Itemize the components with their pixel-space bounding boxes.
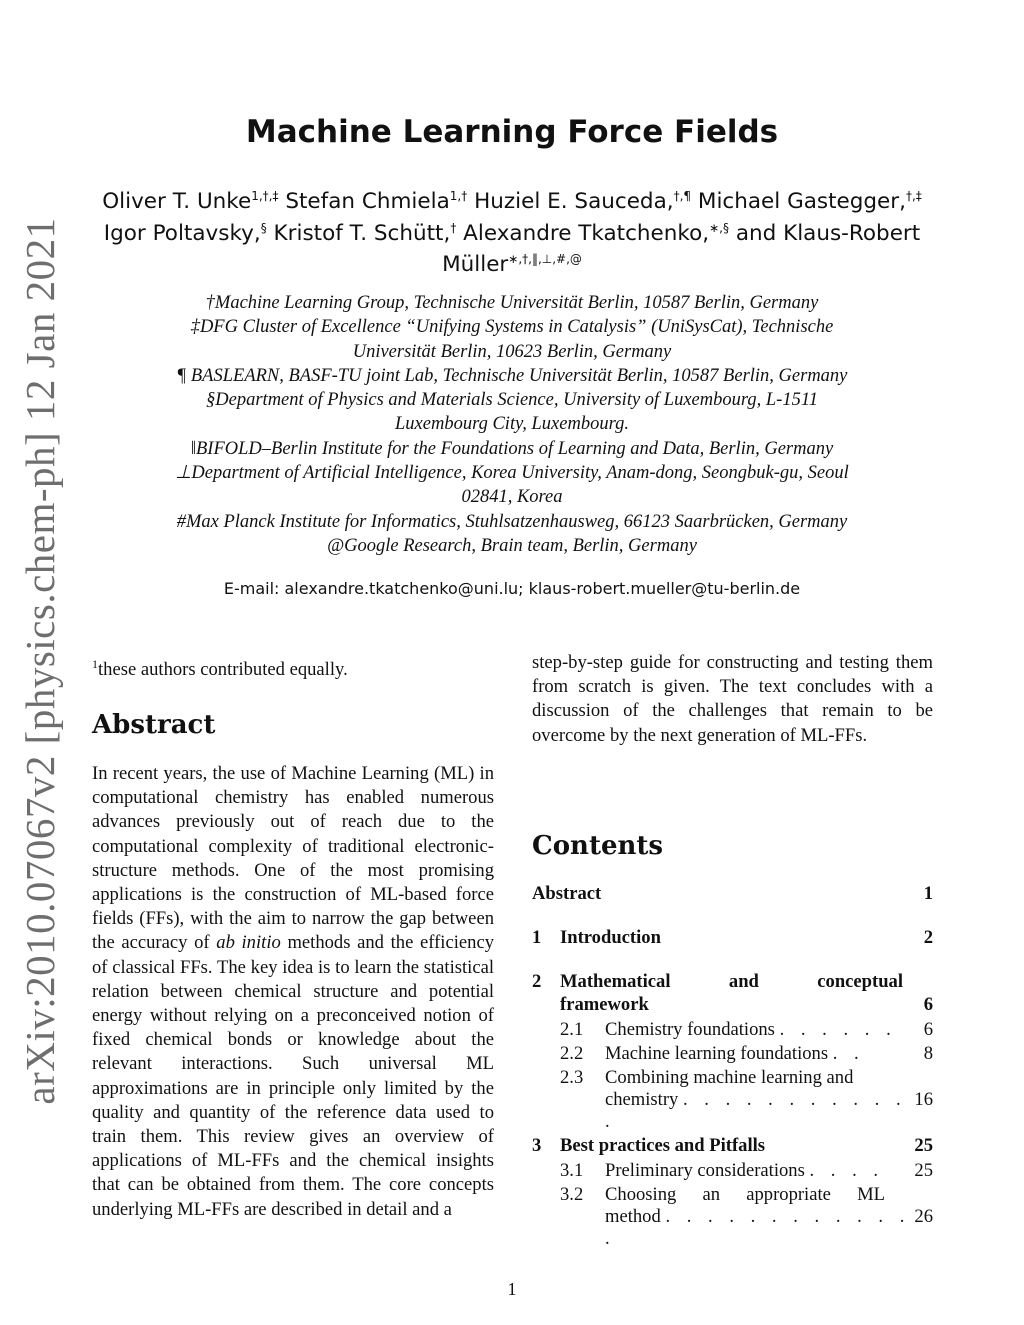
author-affil-marks: †,¶ [673, 189, 692, 203]
toc-number: 3.1 [560, 1160, 584, 1181]
toc-page: 6 [923, 1019, 933, 1040]
toc-page: 25 [914, 1160, 933, 1181]
footnote-text: these authors contributed equally. [98, 659, 348, 681]
affiliation-line: †Machine Learning Group, Technische Universität Berlin, 10587 Berlin, Germany [205, 293, 819, 313]
toc-title: Machine learning foundations [605, 1043, 829, 1064]
author-name: and Klaus-Robert [735, 221, 921, 247]
toc-title: Best practices and Pitfalls [560, 1135, 766, 1156]
toc-leader-dots: . . . . . . . . . . . . . [605, 1206, 911, 1249]
author-affil-marks: ∗,§ [709, 221, 729, 235]
toc-word: an [702, 1184, 721, 1205]
toc-number: 2 [532, 971, 542, 992]
page-number: 1 [507, 1279, 517, 1299]
author-name: Oliver T. Unke [102, 189, 252, 215]
toc-number: 1 [532, 927, 542, 948]
affiliation-line: @Google Research, Brain team, Berlin, Germany [327, 535, 697, 556]
affiliation-line: Luxembourg City, Luxembourg. [395, 414, 629, 435]
affiliation-line: ⊥Department of Artificial Intelligence, Korea University, Anam-dong, Seongbuk-gu, Seoul [175, 463, 849, 484]
author-name: Stefan Chmiela [285, 189, 450, 215]
toc-title-line-2: method [605, 1206, 661, 1227]
author-name: Igor Poltavsky, [103, 221, 261, 247]
toc-word: Mathematical [560, 971, 671, 992]
toc-leader-dots: . . . . . . [779, 1019, 897, 1040]
author-name: Michael Gastegger, [697, 189, 906, 215]
toc-title: Introduction [560, 927, 661, 948]
toc-title-line-2: framework [560, 994, 649, 1015]
toc-page: 25 [914, 1135, 933, 1156]
toc-page: 16 [914, 1089, 933, 1110]
toc-word: ML [857, 1184, 885, 1205]
contact-email [0, 579, 1024, 598]
author-affil-marks: 1,† [449, 189, 468, 203]
affiliation-line: ‖BIFOLD–Berlin Institute for the Foundations of Learning and Data, Berlin, Germany [190, 438, 834, 459]
toc-page: 2 [923, 927, 933, 948]
email-label: E-mail: [223, 579, 280, 598]
arxiv-margin-stamp: arXiv:2010.07067v2 [physics.chem-ph] 12 Jan 2021 [17, 217, 63, 1105]
author-name: Alexandre Tkatchenko, [463, 221, 710, 247]
author-affil-marks: †,‡ [905, 189, 922, 203]
toc-title: Preliminary considerations [605, 1160, 805, 1181]
toc-number: 3 [532, 1135, 542, 1156]
abstract-text: methods and the efficiency of classical FFs. The key idea is to learn the statistical relation between chemical structure and potential energy without relying on a preconceived notion of fixed chemical bonds or knowledge about the relevant interactions. Such universal ML approximations are in principle only limited by the quality and quantity of the reference data used to train them. This review gives an overview of applications of ML-FFs and the chemical insights that can be obtained from them. The core concepts underlying ML-FFs are described in detail and a [92, 932, 494, 1220]
affiliation-line: Universität Berlin, 10623 Berlin, Germany [352, 341, 672, 362]
affiliation-line: §Department of Physics and Materials Science, University of Luxembourg, L-1511 [206, 390, 818, 411]
abstract-continued: step-by-step guide for constructing and testing them from scratch is given. The text concludes with a discussion of the challenges that remain to be overcome by the next generation of ML-FFs. [532, 652, 933, 746]
toc-page: 8 [923, 1043, 933, 1064]
toc-number: 2.2 [560, 1043, 584, 1064]
toc-entry-ml-foundations[interactable] [532, 1043, 933, 1065]
toc-number: 3.2 [560, 1184, 584, 1205]
author-name: Huziel E. Sauceda, [474, 189, 674, 215]
paper-title: Machine Learning Force Fields [245, 114, 779, 150]
toc-title-line-2: chemistry [605, 1089, 679, 1110]
contents-heading: Contents [532, 831, 664, 861]
toc-word: appropriate [746, 1184, 831, 1205]
toc-title: Abstract [532, 883, 602, 904]
affiliation-line: ¶ BASLEARN, BASF-TU joint Lab, Technische Universität Berlin, 10587 Berlin, Germany [176, 365, 848, 386]
toc-title-line-1 [605, 1184, 885, 1206]
toc-word: conceptual [817, 971, 903, 992]
footnote [92, 652, 512, 682]
toc-page: 1 [923, 883, 933, 904]
toc-page: 26 [914, 1206, 933, 1227]
author-affil-marks: ∗,†,‖,⊥,#,@ [508, 252, 582, 266]
email-address[interactable]: alexandre.tkatchenko@uni.lu; klaus-robert.mueller@tu-berlin.de [284, 579, 801, 598]
footnote-mark: 1 [92, 657, 98, 671]
toc-leader-dots: . . [832, 1043, 865, 1064]
author-name: Kristof T. Schütt, [273, 221, 451, 247]
toc-entry-combining-ml-chemistry[interactable] [532, 1067, 933, 1133]
toc-word: Choosing [605, 1184, 677, 1205]
toc-leader-dots: . . . . . . . . . . . . [605, 1089, 907, 1132]
toc-word: and [728, 971, 759, 992]
abstract-body [92, 762, 494, 1222]
toc-number: 2.3 [560, 1067, 584, 1088]
abstract-italic-term: ab initio [216, 932, 281, 954]
toc-title-line-1 [560, 971, 903, 993]
affiliation-line: ‡DFG Cluster of Excellence “Unifying Systems in Catalysis” (UniSysCat), Technische [190, 317, 834, 338]
affiliation-line: #Max Planck Institute for Informatics, Stuhlsatzenhausweg, 66123 Saarbrücken, Germany [176, 511, 848, 532]
toc-number: 2.1 [560, 1019, 584, 1040]
author-affil-marks: 1,†,‡ [251, 189, 279, 203]
author-line-1 [80, 181, 944, 217]
toc-entry-introduction[interactable] [532, 927, 933, 949]
toc-title-line-1: Combining machine learning and [605, 1067, 854, 1088]
toc-page: 6 [923, 994, 933, 1015]
author-line-3 [80, 244, 944, 280]
affiliation-list [100, 291, 924, 558]
abstract-text: In recent years, the use of Machine Learning (ML) in computational chemistry has enabled numerous advances previously out of reach due to the computational complexity of traditional electronic-structure methods. One of the most promising applications is the construction of ML-based force fields (FFs), with the aim to narrow the gap between the accuracy of [92, 763, 494, 954]
toc-entry-best-practices[interactable] [532, 1135, 933, 1157]
abstract-heading: Abstract [92, 710, 216, 740]
toc-entry-choosing-ml-method[interactable] [532, 1184, 933, 1250]
author-affil-marks: † [450, 221, 457, 235]
toc-entry-chemistry-foundations[interactable] [532, 1019, 933, 1041]
author-name: Müller [442, 252, 509, 278]
toc-entry-framework[interactable] [532, 971, 933, 1016]
affiliation-line: 02841, Korea [461, 487, 563, 508]
toc-leader-dots: . . . . [809, 1160, 885, 1181]
author-affil-marks: § [260, 221, 267, 235]
toc-title: Chemistry foundations [605, 1019, 775, 1040]
toc-entry-preliminary-considerations[interactable] [532, 1160, 933, 1182]
toc-entry-abstract[interactable] [532, 883, 933, 905]
